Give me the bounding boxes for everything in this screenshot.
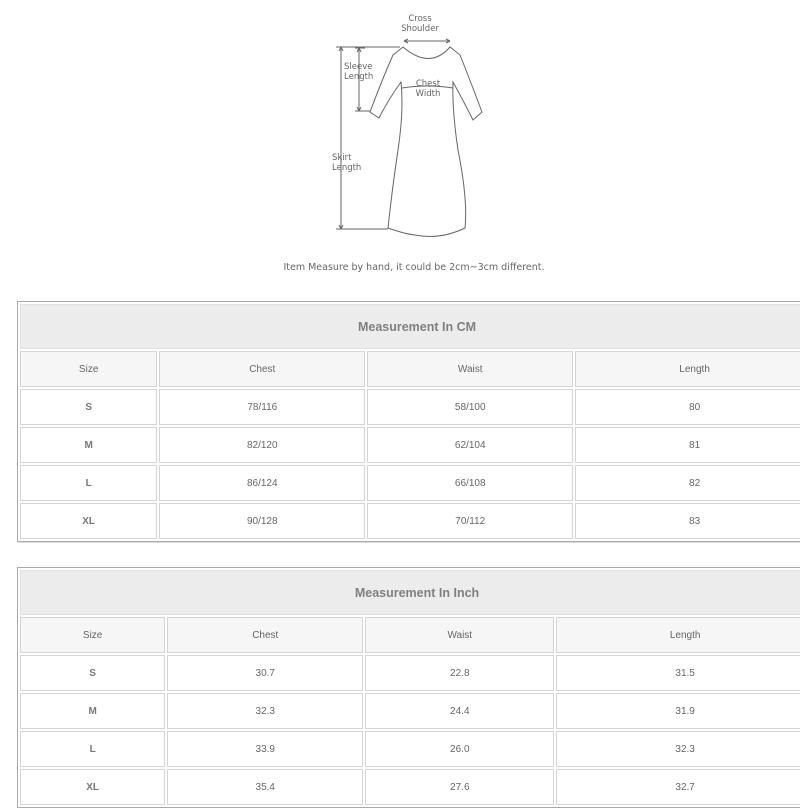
column-header-waist: Waist <box>365 617 554 653</box>
sleeve-length-label-line2: Length <box>344 72 374 82</box>
chest-cell: 30.7 <box>167 655 363 691</box>
table-header-row <box>20 351 800 387</box>
length-cell: 32.3 <box>556 731 800 767</box>
table-row <box>20 503 800 539</box>
chest-width-label-line1: Chest <box>415 79 441 89</box>
waist-cell: 22.8 <box>365 655 554 691</box>
cross-shoulder-label-line1: Cross <box>408 14 432 24</box>
size-table-inch <box>17 567 800 808</box>
skirt-length-label-line2: Length <box>332 163 362 173</box>
chest-cell: 82/120 <box>159 427 365 463</box>
length-cell: 32.7 <box>556 769 800 805</box>
length-cell: 81 <box>575 427 800 463</box>
length-cell: 83 <box>575 503 800 539</box>
column-header-waist: Waist <box>367 351 573 387</box>
dress-measurement-diagram <box>320 0 500 250</box>
chest-width-label-line2: Width <box>415 89 441 99</box>
size-cell: M <box>20 693 165 729</box>
size-cell: L <box>20 465 157 501</box>
table-row <box>20 655 800 691</box>
size-cell: S <box>20 389 157 425</box>
skirt-length-label-line1: Skirt <box>332 153 352 163</box>
length-cell: 31.9 <box>556 693 800 729</box>
size-table-cm <box>17 301 800 542</box>
length-cell: 82 <box>575 465 800 501</box>
waist-cell: 24.4 <box>365 693 554 729</box>
table-title: Measurement In Inch <box>20 570 800 615</box>
size-cell: S <box>20 655 165 691</box>
length-cell: 31.5 <box>556 655 800 691</box>
column-header-length: Length <box>556 617 800 653</box>
size-cell: M <box>20 427 157 463</box>
table-row <box>20 389 800 425</box>
chest-cell: 78/116 <box>159 389 365 425</box>
waist-cell: 70/112 <box>367 503 573 539</box>
skirt-length-label <box>332 153 372 173</box>
table-row <box>20 693 800 729</box>
waist-cell: 66/108 <box>367 465 573 501</box>
dress-outline-icon <box>320 0 500 250</box>
table-row <box>20 427 800 463</box>
cross-shoulder-label-line2: Shoulder <box>401 24 439 34</box>
table-header-row <box>20 617 800 653</box>
size-cell: XL <box>20 769 165 805</box>
table-row <box>20 465 800 501</box>
chest-cell: 86/124 <box>159 465 365 501</box>
chest-cell: 90/128 <box>159 503 365 539</box>
chest-cell: 32.3 <box>167 693 363 729</box>
chest-cell: 33.9 <box>167 731 363 767</box>
column-header-size: Size <box>20 617 165 653</box>
sleeve-length-label-line1: Sleeve <box>344 62 373 72</box>
waist-cell: 62/104 <box>367 427 573 463</box>
length-cell: 80 <box>575 389 800 425</box>
column-header-chest: Chest <box>159 351 365 387</box>
column-header-chest: Chest <box>167 617 363 653</box>
chest-width-label <box>408 79 448 99</box>
table-row <box>20 731 800 767</box>
waist-cell: 27.6 <box>365 769 554 805</box>
column-header-size: Size <box>20 351 157 387</box>
measurement-note: Item Measure by hand, it could be 2cm~3cm different. <box>283 262 545 273</box>
sleeve-length-label <box>344 62 384 82</box>
column-header-length: Length <box>575 351 800 387</box>
table-title: Measurement In CM <box>20 304 800 349</box>
cross-shoulder-label <box>400 14 440 34</box>
waist-cell: 58/100 <box>367 389 573 425</box>
size-cell: XL <box>20 503 157 539</box>
size-cell: L <box>20 731 165 767</box>
chest-cell: 35.4 <box>167 769 363 805</box>
waist-cell: 26.0 <box>365 731 554 767</box>
